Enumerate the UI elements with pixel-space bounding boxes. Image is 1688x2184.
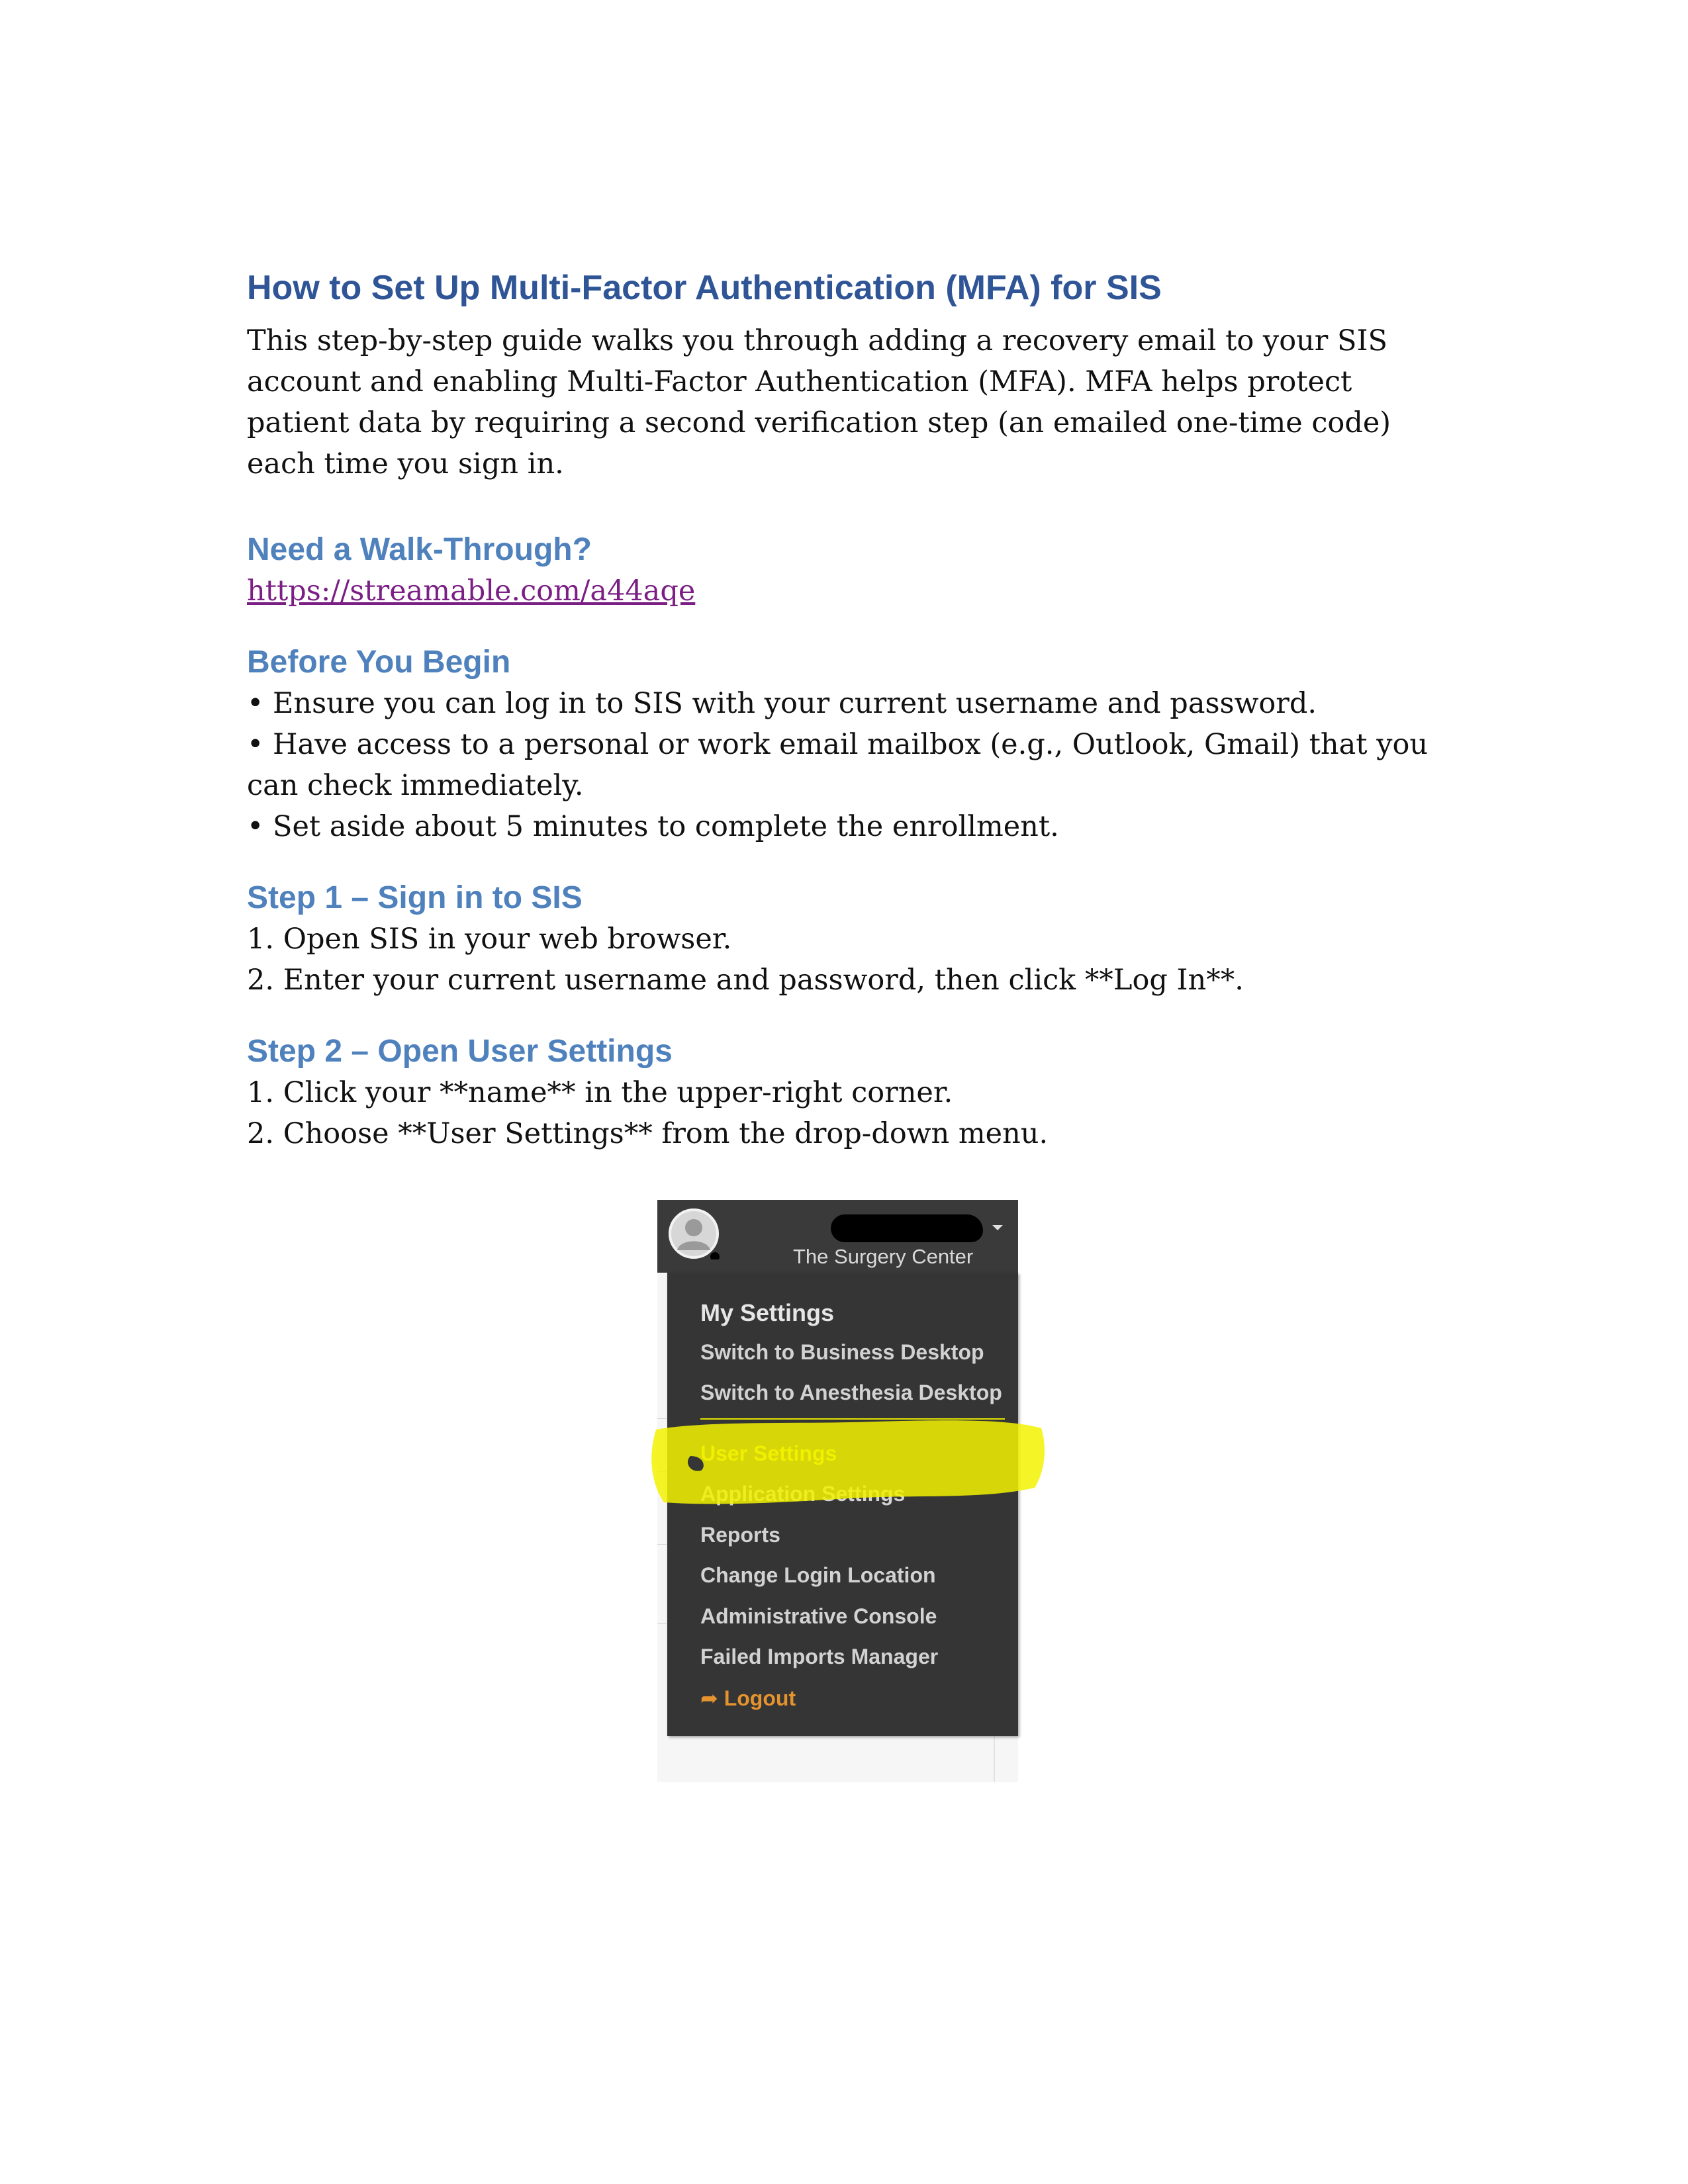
- intro-paragraph: This step-by-step guide walks you through adding a recovery email to your SIS account and enabling Multi-Factor Authentication (MFA). MFA helps protect patient data by requiring a second verification step (an emailed one-time code) each time you sign in.: [247, 324, 1391, 480]
- before-item-1: • Ensure you can log in to SIS with your current username and password.: [247, 687, 1317, 720]
- page-title: How to Set Up Multi-Factor Authentication (MFA) for SIS: [247, 269, 1162, 307]
- step2-item-2: 2. Choose **User Settings** from the drop-down menu.: [247, 1117, 1049, 1150]
- step1-item-1: 1. Open SIS in your web browser.: [247, 923, 732, 956]
- step1-heading: Step 1 – Sign in to SIS: [247, 880, 583, 915]
- step1-item-2: 2. Enter your current username and password, then click **Log In**.: [247, 964, 1244, 997]
- organization-name: The Surgery Center: [793, 1245, 974, 1268]
- background-row-line: [657, 1623, 667, 1624]
- step2-heading: Step 2 – Open User Settings: [247, 1034, 673, 1069]
- walkthrough-link[interactable]: https://streamable.com/a44aqe: [247, 574, 696, 608]
- background-row-line: [657, 1544, 667, 1545]
- document-body: [247, 265, 1452, 1154]
- user-avatar-icon[interactable]: [668, 1208, 720, 1259]
- menu-item-switch-anesthesia-desktop[interactable]: Switch to Anesthesia Desktop: [700, 1381, 1002, 1404]
- before-you-begin-heading: Before You Begin: [247, 645, 511, 680]
- menu-header-my-settings: My Settings: [700, 1299, 835, 1326]
- menu-item-logout[interactable]: [700, 1686, 796, 1711]
- redacted-user-name: [831, 1214, 983, 1242]
- before-item-3: • Set aside about 5 minutes to complete the enrollment.: [247, 810, 1059, 843]
- logout-label: Logout: [724, 1686, 796, 1710]
- menu-item-administrative-console[interactable]: Administrative Console: [700, 1604, 937, 1628]
- user-settings-highlight: [637, 1410, 1048, 1516]
- logout-icon: ➦: [700, 1686, 724, 1710]
- menu-item-reports[interactable]: Reports: [700, 1523, 780, 1547]
- before-item-2: • Have access to a personal or work email mailbox (e.g., Outlook, Gmail) that you can check immediately.: [247, 728, 1429, 802]
- menu-item-switch-business-desktop[interactable]: Switch to Business Desktop: [700, 1340, 984, 1364]
- caret-down-icon[interactable]: [992, 1225, 1003, 1230]
- menu-item-change-login-location[interactable]: Change Login Location: [700, 1563, 936, 1587]
- user-header[interactable]: [657, 1200, 1018, 1273]
- walkthrough-heading: Need a Walk-Through?: [247, 532, 592, 567]
- menu-item-failed-imports-manager[interactable]: Failed Imports Manager: [700, 1645, 939, 1668]
- step2-item-1: 1. Click your **name** in the upper-right corner.: [247, 1076, 953, 1109]
